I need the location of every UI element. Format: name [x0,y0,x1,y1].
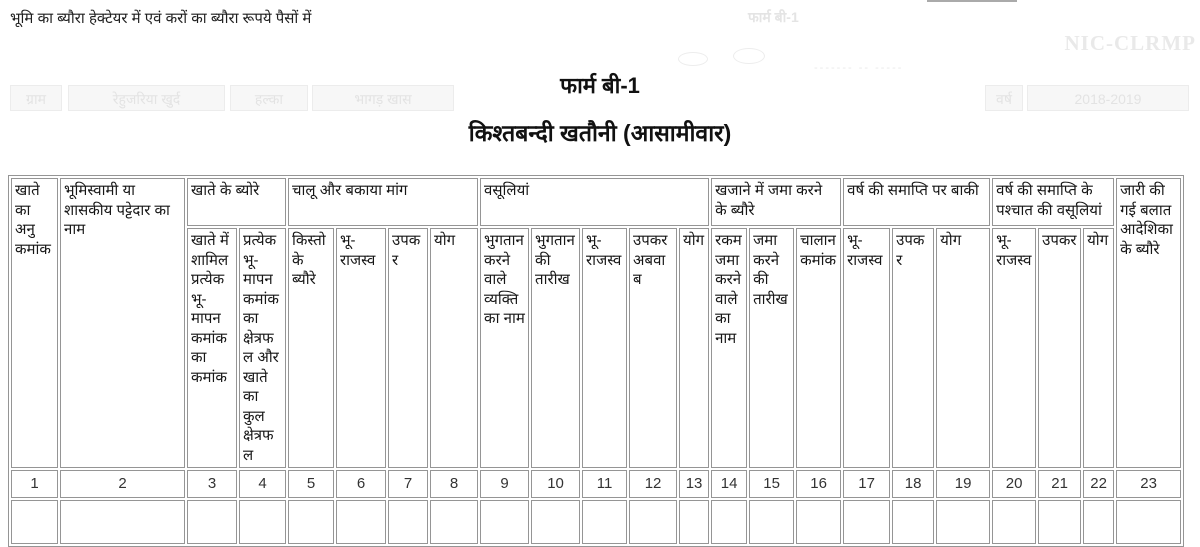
header-area-total: प्रत्येक भू-मापन कमांक का क्षेत्रफल और खाते का कुल क्षेत्रफल [239,228,286,468]
empty-data-row [11,500,1181,544]
empty-cell [336,500,386,544]
colnum-10: 10 [531,470,580,498]
halka-value-field: भागड़ खास [312,85,454,111]
empty-cell [892,500,934,544]
khatauni-table [8,175,1184,547]
empty-cell [288,500,334,544]
colnum-14: 14 [711,470,747,498]
village-label-field: ग्राम [10,85,62,111]
colnum-22: 22 [1083,470,1114,498]
header-land-revenue-demand: भू-राजस्व [336,228,386,468]
empty-cell [60,500,185,544]
empty-cell [187,500,237,544]
colnum-6: 6 [336,470,386,498]
colnum-3: 3 [187,470,237,498]
year-value-field: 2018-2019 [1027,85,1189,111]
ghost-form-title: फार्म बी-1 [748,9,799,25]
column-number-row [11,470,1181,498]
empty-cell [1083,500,1114,544]
colnum-2: 2 [60,470,185,498]
empty-cell [582,500,627,544]
empty-cell [388,500,428,544]
colnum-7: 7 [388,470,428,498]
empty-cell [531,500,580,544]
empty-cell [239,500,286,544]
group-balance-at-year-end: वर्ष की समाप्ति पर बाकी [843,178,990,226]
year-label-field: वर्ष [985,85,1023,111]
colnum-19: 19 [936,470,990,498]
group-treasury-deposit-details: खजाने में जमा करने के ब्यौरे [711,178,841,226]
empty-cell [796,500,841,544]
header-total-demand: योग [430,228,478,468]
colnum-16: 16 [796,470,841,498]
header-survey-number: खाते में शामिल प्रत्येक भू-मापन कमांक का कमांक [187,228,237,468]
empty-cell [430,500,478,544]
colnum-1: 1 [11,470,58,498]
header-cess-abwab: उपकर अबवाब [629,228,677,468]
header-payment-date: भुगतान की तारीख [531,228,580,468]
form-title: फार्म बी-1 [560,73,640,98]
colnum-12: 12 [629,470,677,498]
form-subtitle: किश्तबन्दी खतौनी (आसामीवार) [468,120,732,146]
header-land-revenue-after: भू-राजस्व [992,228,1036,468]
empty-cell [936,500,990,544]
header-deposit-date: जमा करने की तारीख [749,228,794,468]
header-land-revenue-balance: भू-राजस्व [843,228,890,468]
colnum-20: 20 [992,470,1036,498]
header-cess-after: उपकर [1038,228,1081,468]
empty-cell [1116,500,1181,544]
empty-cell [11,500,58,544]
group-current-arrears-demand: चालू और बकाया मांग [288,178,478,226]
colnum-23: 23 [1116,470,1181,498]
group-account-details: खाते के ब्योरे [187,178,286,226]
header-total-after: योग [1083,228,1114,468]
colnum-18: 18 [892,470,934,498]
header-depositor-name: रकम जमा करने वाले का नाम [711,228,747,468]
empty-cell [749,500,794,544]
header-payer-name: भुगतान करने वाले व्यक्ति का नाम [480,228,529,468]
header-account-serial: खाते का अनु कमांक [11,178,58,468]
colnum-9: 9 [480,470,529,498]
ghost-ellipse-left [678,52,708,66]
colnum-11: 11 [582,470,627,498]
colnum-21: 21 [1038,470,1081,498]
colnum-8: 8 [430,470,478,498]
colnum-17: 17 [843,470,890,498]
halka-label-field: हल्का [230,85,308,111]
colnum-5: 5 [288,470,334,498]
header-cess-balance: उपकर [892,228,934,468]
header-challan-number: चालान कमांक [796,228,841,468]
empty-cell [843,500,890,544]
ghost-dashes: ------- -- ----- [814,62,904,74]
header-total-recovered: योग [679,228,709,468]
header-cess-demand: उपकर [388,228,428,468]
ghost-ellipse-right [733,48,765,64]
group-recoveries-after-year-end: वर्ष की समाप्ति के पश्चात की वसूलियां [992,178,1114,226]
header-installment-details: किस्तो के ब्यौरे [288,228,334,468]
empty-cell [711,500,747,544]
header-owner-name: भूमिस्वामी या शासकीय पट्टेदार का नाम [60,178,185,468]
nic-clrmp-watermark: NIC-CLRMP [1064,31,1196,55]
colnum-13: 13 [679,470,709,498]
empty-cell [992,500,1036,544]
empty-cell [679,500,709,544]
empty-cell [480,500,529,544]
ghost-top-line [927,0,1017,2]
village-value-field: रेहुजरिया खुर्द [68,85,225,111]
header-coercive-process-details: जारी की गई बलात आदेशिका के ब्यौरे [1116,178,1181,468]
colnum-4: 4 [239,470,286,498]
units-note: भूमि का ब्यौरा हेक्टेयर में एवं करों का ब्यौरा रूपये पैसों में [10,10,312,27]
header-land-revenue-recovered: भू-राजस्व [582,228,627,468]
group-recoveries: वसूलियां [480,178,709,226]
empty-cell [629,500,677,544]
empty-cell [1038,500,1081,544]
colnum-15: 15 [749,470,794,498]
header-total-balance: योग [936,228,990,468]
